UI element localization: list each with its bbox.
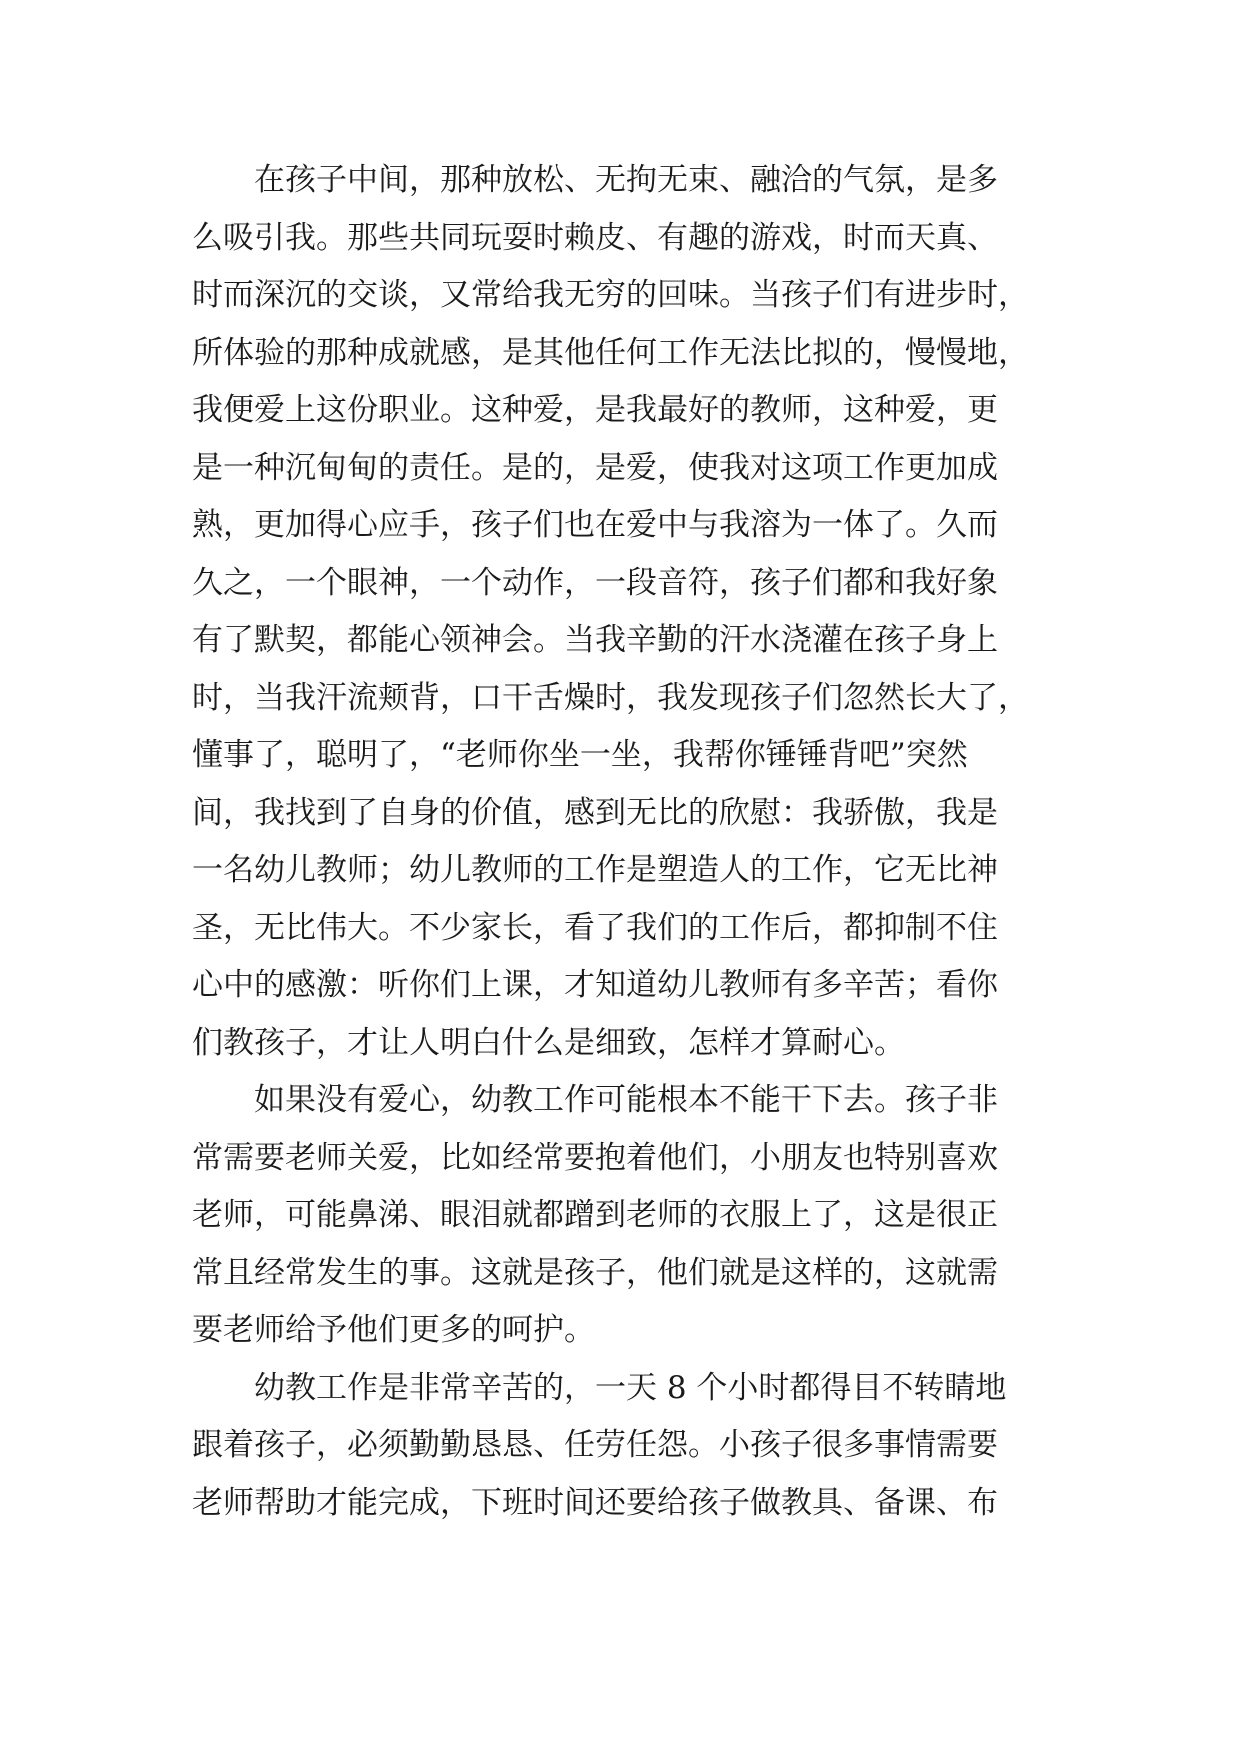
paragraph-2-line-3: 老师，可能鼻涕、眼泪就都蹭到老师的衣服上了，这是很正 [192,1197,998,1233]
paragraph-1-line-2: 么吸引我。那些共同玩耍时赖皮、有趣的游戏，时而天真、 [192,219,998,256]
paragraph-1-line-10: 时，当我汗流颊背，口干舌燥时，我发现孩子们忽然长大了， [192,679,1029,716]
paragraph-1-line-3: 时而深沉的交谈，又常给我无穷的回味。当孩子们有进步时， [192,277,1029,313]
paragraph-1-line-5: 我便爱上这份职业。这种爱，是我最好的教师，这种爱，更 [192,392,998,428]
paragraph-1-line-11: 懂事了，聪明了，“老师你坐一坐，我帮你锤锤背吧”突然 [192,737,968,773]
paragraph-3-line-3: 老师帮助才能完成，下班时间还要给孩子做教具、备课、布 [192,1484,998,1521]
paragraph-1-line-14: 圣，无比伟大。不少家长，看了我们的工作后，都抑制不住 [192,909,998,946]
paragraph-1-line-4: 所体验的那种成就感，是其他任何工作无法比拟的，慢慢地， [192,334,1029,371]
paragraph-1-line-12: 间，我找到了自身的价值，感到无比的欣慰：我骄傲，我是 [192,794,998,831]
paragraph-2-line-5: 要老师给予他们更多的呵护。 [192,1312,595,1348]
paragraph-1-line-15: 心中的感激：听你们上课，才知道幼儿教师有多辛苦；看你 [192,967,998,1003]
paragraph-1-line-1: 在孩子中间，那种放松、无拘无束、融洽的气氛，是多 [254,162,998,198]
paragraph-1-line-16: 们教孩子，才让人明白什么是细致，怎样才算耐心。 [192,1024,905,1061]
document-body [192,152,1072,1532]
paragraph-3-line-2: 跟着孩子，必须勤勤恳恳、任劳任怨。小孩子很多事情需要 [192,1427,998,1463]
paragraph-1-line-7: 熟，更加得心应手，孩子们也在爱中与我溶为一体了。久而 [192,507,998,543]
paragraph-1-line-13: 一名幼儿教师；幼儿教师的工作是塑造人的工作，它无比神 [192,852,998,888]
paragraph-2-line-2: 常需要老师关爱，比如经常要抱着他们，小朋友也特别喜欢 [192,1139,998,1176]
paragraph-1-line-6: 是一种沉甸甸的责任。是的，是爱，使我对这项工作更加成 [192,449,998,486]
paragraph-2-line-1: 如果没有爱心，幼教工作可能根本不能干下去。孩子非 [254,1082,998,1118]
paragraph-1-line-8: 久之，一个眼神，一个动作，一段音符，孩子们都和我好象 [192,564,998,601]
paragraph-1-line-9: 有了默契，都能心领神会。当我辛勤的汗水浇灌在孩子身上 [192,622,998,658]
paragraph-2-line-4: 常且经常发生的事。这就是孩子，他们就是这样的，这就需 [192,1254,998,1291]
paragraph-3-line-1: 幼教工作是非常辛苦的，一天 8 个小时都得目不转睛地 [254,1369,1007,1406]
